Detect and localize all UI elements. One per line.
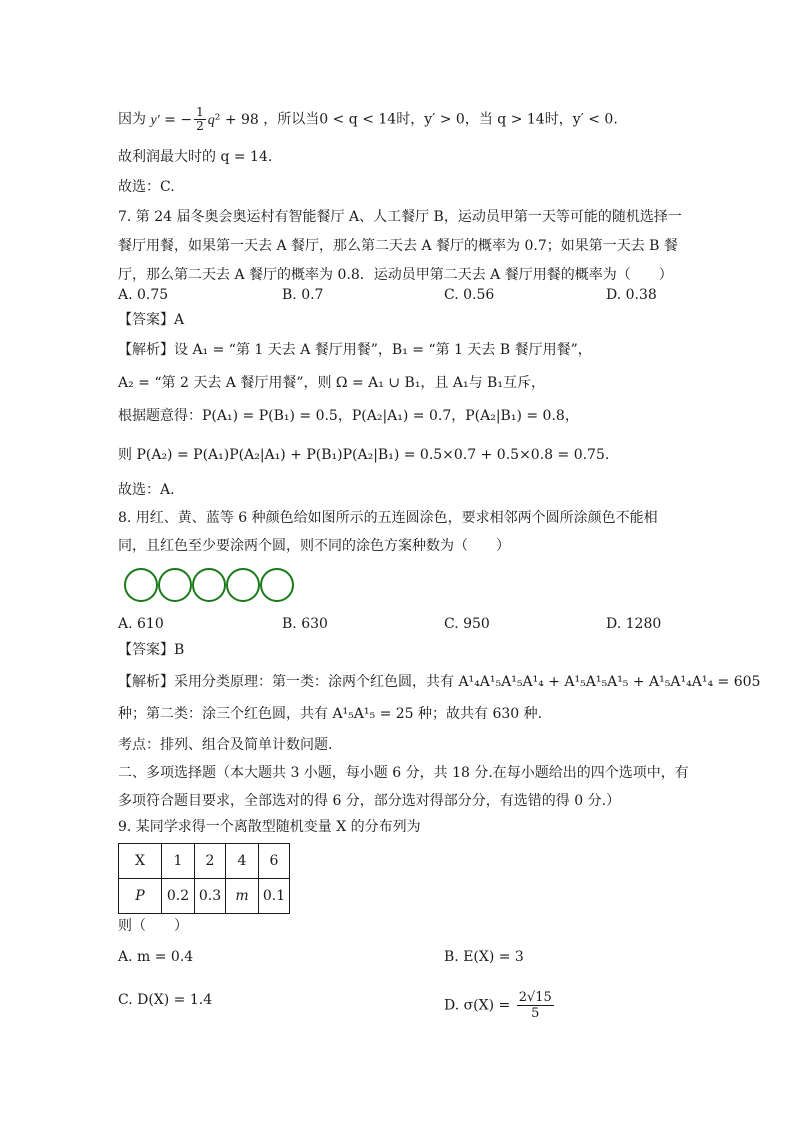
ring-2 [159, 569, 191, 601]
table-cell: 0.3 [195, 879, 226, 914]
q9-option-d [444, 990, 556, 1021]
q7-option-a: A. 0.75 [118, 287, 169, 303]
q9-stem: 9. 某同学求得一个离散型随机变量 X 的分布列为 [118, 819, 421, 835]
section2-line2: 多项符合题目要求，全部选对的得 6 分，部分选对得部分分，有选错的得 0 分.） [118, 793, 621, 809]
q7-stem-line2: 餐厅用餐，如果第一天去 A 餐厅，那么第二天去 A 餐厅的概率为 0.7；如果第一天去 B 餐 [118, 238, 678, 254]
q8-option-c: C. 950 [444, 616, 490, 632]
five-rings-figure [123, 566, 299, 606]
q8-stem-line1: 8. 用红、黄、蓝等 6 种颜色给如图所示的五连圆涂色，要求相邻两个圆所涂颜色不能相 [118, 510, 658, 526]
q6-line3: 故选：C. [118, 179, 175, 195]
q7-option-c: C. 0.56 [444, 287, 495, 303]
q7-stem-line1: 7. 第 24 届冬奥会奥运村有智能餐厅 A、人工餐厅 B，运动员甲第一天等可能的随机选择一 [118, 209, 682, 225]
ring-3 [193, 569, 225, 601]
ring-5 [261, 569, 293, 601]
q6-line2: 故利润最大时的 q = 14. [118, 149, 273, 165]
section2-line1: 二、多项选择题（本大题共 3 小题，每小题 6 分，共 18 分.在每小题给出的四个选项中，有 [118, 765, 689, 781]
q7-analysis-line2: A₂ = “第 2 天去 A 餐厅用餐”，则 Ω = A₁ ∪ B₁，且 A₁与 B₁互斥， [118, 375, 545, 391]
half-fraction: $\frac{1}{2}$ [196, 105, 204, 133]
q8-answer: 【答案】B [118, 642, 185, 658]
q9-option-b: B. E(X) = 3 [444, 949, 524, 965]
table-cell: m [226, 879, 259, 914]
table-cell: 0.2 [162, 879, 195, 914]
q9-option-a: A. m = 0.4 [118, 949, 194, 965]
q8-stem-line2: 同，且红色至少要涂两个圆，则不同的涂色方案种数为（ ） [118, 538, 510, 554]
q8-analysis-line1: 【解析】采用分类原理：第一类：涂两个红色圆，共有 A¹₄A¹₅A¹₅A¹₄ + A¹₅A¹₅A¹₅ + A¹₅A¹₄A¹₄ = 605 [118, 674, 761, 690]
ring-4 [227, 569, 259, 601]
ring-1 [125, 569, 157, 601]
q6-line1 [118, 106, 618, 133]
q7-analysis-line1: 【解析】设 A₁ = “第 1 天去 A 餐厅用餐”，B₁ = “第 1 天去 B 餐厅用餐”， [118, 342, 592, 358]
table-cell: X [119, 844, 162, 879]
sigma-fraction: $\frac{2√15}{5}$ [518, 990, 552, 1021]
q8-option-b: B. 630 [282, 616, 328, 632]
table-cell: 1 [162, 844, 195, 879]
q6-prefix: 因为 [118, 111, 146, 128]
table-cell: 2 [195, 844, 226, 879]
table-row [119, 879, 290, 914]
y-prime-expression: y′ = − $\frac{1}{2}$ q² + 98 [150, 105, 264, 133]
q9-option-c: C. D(X) = 1.4 [118, 992, 213, 1008]
q7-option-b: B. 0.7 [282, 287, 324, 303]
table-cell: 4 [226, 844, 259, 879]
q8-note: 考点：排列、组合及简单计数问题. [118, 737, 333, 753]
q6-suffix: ，所以当0 < q < 14时，y′ > 0，当 q > 14时，y′ < 0. [263, 111, 618, 128]
table-cell: 0.1 [259, 879, 290, 914]
distribution-table [118, 843, 290, 914]
q8-option-a: A. 610 [118, 616, 164, 632]
q8-option-d: D. 1280 [606, 616, 662, 632]
q9-ze: 则（ ） [118, 918, 188, 934]
table-cell: P [119, 879, 162, 914]
q8-analysis-line2: 种；第二类：涂三个红色圆，共有 A¹₅A¹₅ = 25 种；故共有 630 种. [118, 706, 543, 722]
q9-option-d-label: D. σ(X) = [444, 997, 511, 1014]
table-row [119, 844, 290, 879]
table-cell: 6 [259, 844, 290, 879]
q7-stem-line3: 厅，那么第二天去 A 餐厅的概率为 0.8．运动员甲第二天去 A 餐厅用餐的概率为（ ） [118, 267, 673, 283]
q7-option-d: D. 0.38 [606, 287, 657, 303]
q7-conclusion: 故选：A. [118, 482, 175, 498]
q7-answer: 【答案】A [118, 312, 185, 328]
q7-analysis-line4: 则 P(A₂) = P(A₁)P(A₂|A₁) + P(B₁)P(A₂|B₁) = 0.5×0.7 + 0.5×0.8 = 0.75. [118, 447, 610, 463]
q7-analysis-line3: 根据题意得：P(A₁) = P(B₁) = 0.5，P(A₂|A₁) = 0.7，P(A₂|B₁) = 0.8， [118, 408, 579, 424]
